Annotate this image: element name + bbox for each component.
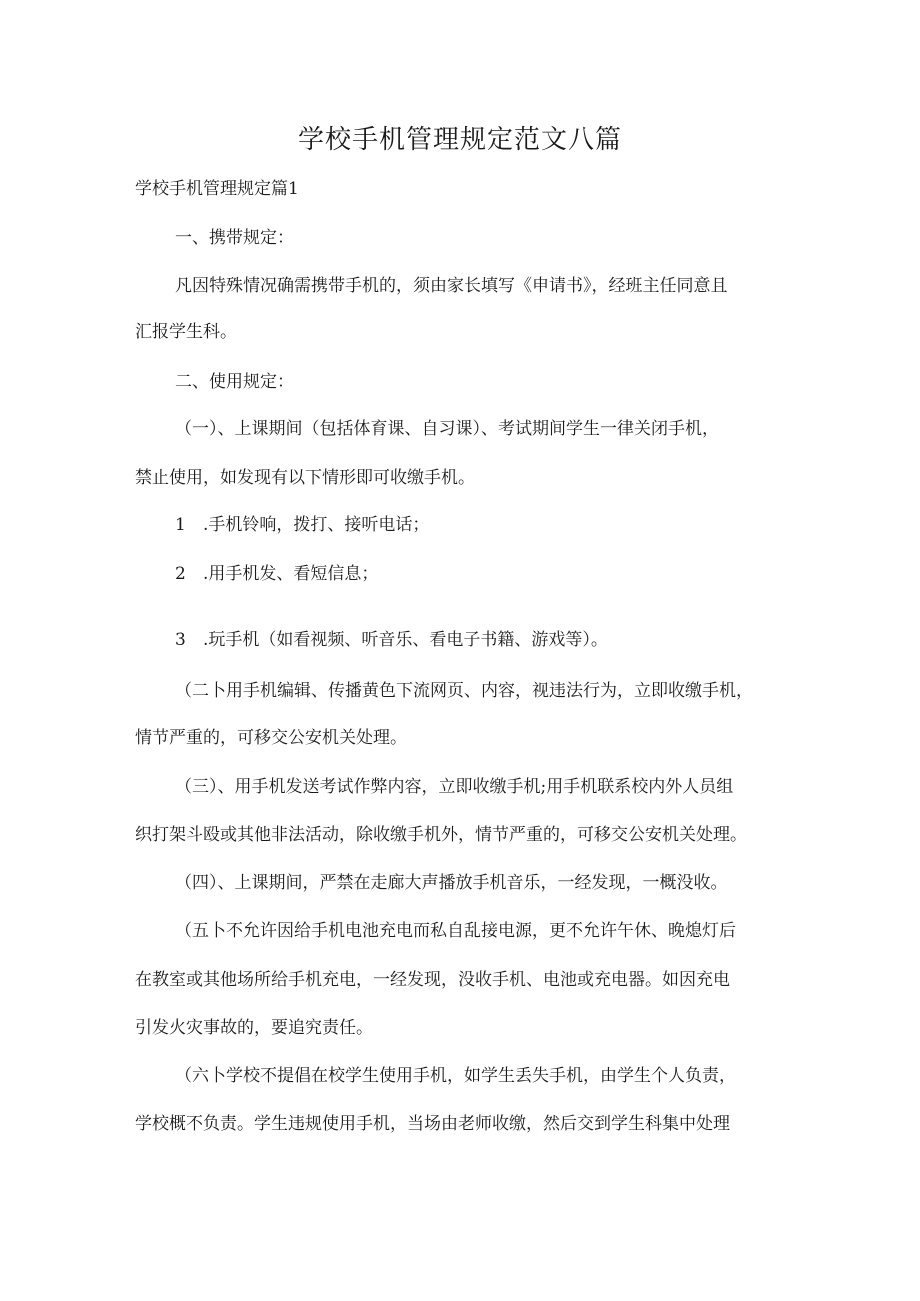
- document-title: 学校手机管理规定范文八篇: [297, 125, 622, 155]
- list-item: [175, 626, 875, 654]
- paragraph-line: （二卜用手机编辑、传播黄色下流网页、内容，视违法行为，立即收缴手机，: [175, 681, 753, 701]
- section-heading: 学校手机管理规定篇1: [135, 179, 299, 199]
- paragraph-line: 禁止使用，如发现有以下情形即可收缴手机。: [135, 468, 475, 488]
- paragraph-line: （五卜不允许因给手机电池充电而私自乱接电源，更不允许午休、晚熄灯后: [175, 921, 736, 941]
- list-item-text: .玩手机（如看视频、听音乐、看电子书籍、游戏等）。: [203, 630, 608, 650]
- list-item-number: 2: [175, 564, 186, 584]
- list-item: [175, 560, 875, 588]
- paragraph-line: 情节严重的，可移交公安机关处理。: [135, 728, 407, 748]
- list-item-number: 3: [175, 630, 186, 650]
- list-item-number: 1: [175, 515, 186, 535]
- paragraph-line: 在教室或其他场所给手机充电，一经发现，没收手机、电池或充电器。如因充电: [135, 970, 730, 990]
- paragraph-line: （一）、上课期间（包括体育课、自习课）、考试期间学生一律关闭手机，: [175, 419, 719, 439]
- paragraph-line: （三）、用手机发送考试作弊内容，立即收缴手机;用手机联系校内外人员组: [175, 777, 734, 797]
- paragraph-line: 二、使用规定：: [175, 372, 294, 392]
- paragraph-line: 织打架斗殴或其他非法活动，除收缴手机外，情节严重的，可移交公安机关处理。: [135, 825, 747, 845]
- paragraph-line: （六卜学校不提倡在校学生使用手机，如学生丢失手机，由学生个人负责，: [175, 1066, 736, 1086]
- paragraph-line: 学校概不负责。学生违规使用手机，当场由老师收缴，然后交到学生科集中处理: [135, 1114, 730, 1134]
- paragraph-line: （四）、上课期间，严禁在走廊大声播放手机音乐，一经发现，一概没收。: [175, 873, 728, 893]
- list-item-text: .手机铃响，拨打、接听电话；: [203, 515, 430, 535]
- paragraph-line: 一、携带规定：: [175, 228, 294, 248]
- paragraph-line: 凡因特殊情况确需携带手机的，须由家长填写《申请书》，经班主任同意且: [175, 276, 728, 296]
- paragraph-line: 引发火灾事故的，要追究责任。: [135, 1018, 373, 1038]
- list-item: [175, 511, 875, 539]
- paragraph-line: 汇报学生科。: [135, 322, 237, 342]
- list-item-text: .用手机发、看短信息；: [203, 564, 379, 584]
